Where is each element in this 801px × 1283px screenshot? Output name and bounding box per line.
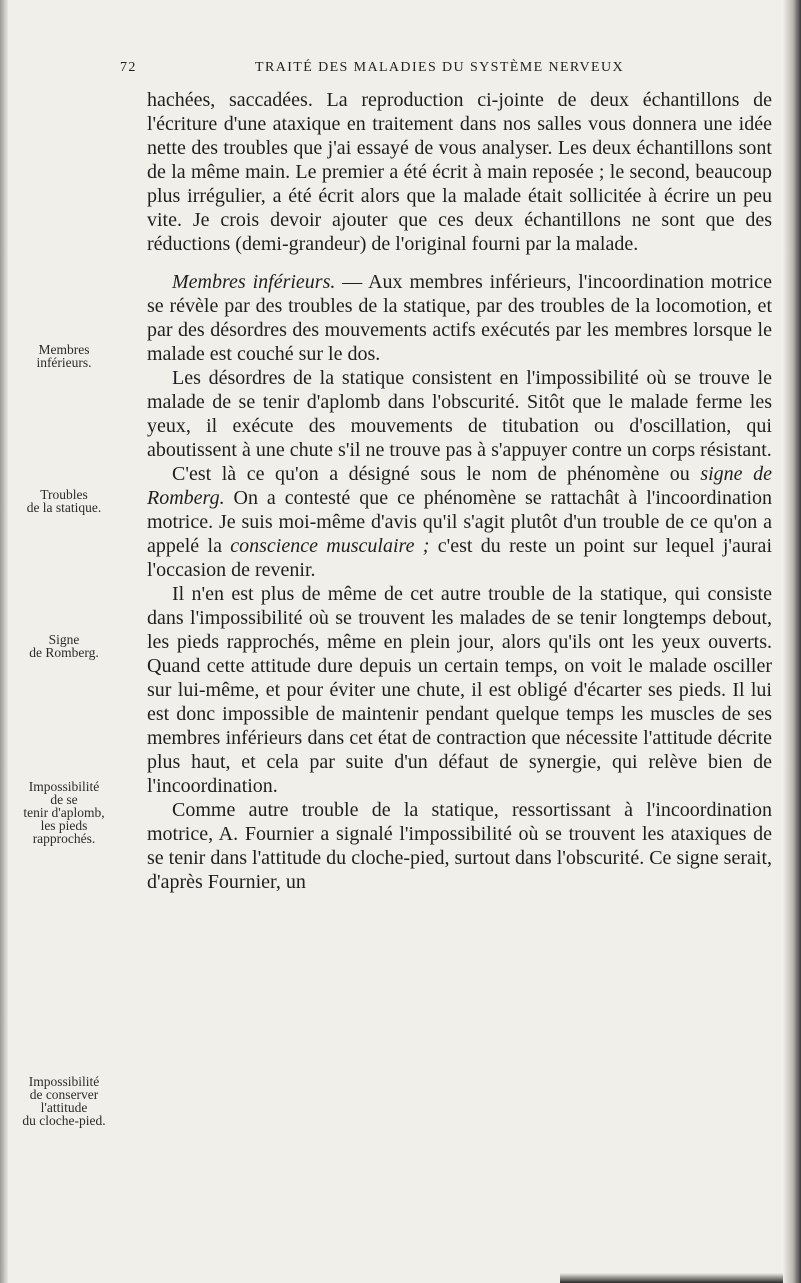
page-header xyxy=(120,60,760,82)
body-text xyxy=(147,88,772,894)
margin-note-romberg: Signe de Romberg. xyxy=(29,632,99,660)
margin-note-troubles: Troubles de la statique. xyxy=(26,487,102,515)
margin-note-cloche-pied: Impossibilité de conserver l'attitude du cloche-pied. xyxy=(22,1074,106,1128)
paragraph-aplomb: Il n'en est plus de même de cet autre trouble de la statique, qui consiste dans l'impossibilité où se trouvent les malades de se tenir longtemps debout, les pieds rapprochés, même en plein jour, alors qu'ils ont les yeux ouverts. Quand cette attitude dure depuis un certain temps, on voit le malade osciller sur lui-même, et pour éviter une chute, il est obligé d'écarter ses pieds. Il lui est donc impossible de maintenir pendant quelque temps les muscles de ses membres inférieurs dans cet état de contraction que nécessite l'attitude décrite plus haut, et cela par suite d'un défaut de synergie, qui relève bien de l'incoordination. xyxy=(147,583,772,797)
paragraph-membres: Membres inférieurs. — Aux membres inférieurs, l'incoordination motrice se révèle par des troubles de la statique, par des troubles de la locomotion, et par des désordres des mouvements actifs exécutés par les membres lorsque le malade est couché sur le dos. xyxy=(147,271,772,365)
section-heading-membres: Membres inférieurs. xyxy=(172,271,336,293)
paragraph-romberg: C'est là ce qu'on a désigné sous le nom de phénomène ou signe de Romberg. On a contesté que ce phénomène se rattachât à l'incoordination motrice. Je suis moi-même d'avis qu'il s'agit plutôt d'un trouble de ce qu'on a appelé la conscience musculaire ; c'est du reste un point sur lequel j'aurai l'occasion de revenir. xyxy=(147,463,773,581)
margin-note-aplomb: Impossibilité de se tenir d'aplomb, les pieds rapprochés. xyxy=(23,779,105,846)
paragraph-statique: Les désordres de la statique consistent en l'impossibilité où se trouve le malade de se tenir d'aplomb dans l'obscurité. Sitôt que le malade ferme les yeux, il exécute des mouvements de titubation ou d'oscillation, qui aboutissent à une chute s'il ne trouve pas à s'appuyer contre un corps résistant. xyxy=(147,367,772,461)
page-bottom-edge xyxy=(560,1273,783,1283)
paragraph-continuation: hachées, saccadées. La reproduction ci-jointe de deux échantillons de l'écriture d'une ataxique en traitement dans nos salles vous donnera une idée nette des troubles que j'ai essayé de vous analyser. Les deux échantillons sont de la même main. Le premier a été écrit à main reposée ; le second, beaucoup plus irrégulier, a été écrit alors que la malade était sollicitée à écrire un peu vite. Je crois devoir ajouter que ces deux échantillons ne sont que des réductions (demi-grandeur) de l'original fourni par la malade. xyxy=(147,89,772,255)
margin-note-membres: Membres inférieurs. xyxy=(36,342,92,370)
running-title: TRAITÉ DES MALADIES DU SYSTÈME NERVEUX xyxy=(255,60,625,75)
page-right-edge xyxy=(783,0,801,1283)
page-number: 72 xyxy=(120,60,137,75)
paragraph-cloche-pied: Comme autre trouble de la statique, ressortissant à l'incoordination motrice, A. Fournier a signalé l'impossibilité où se trouvent les ataxiques de se tenir dans l'attitude du cloche-pied, surtout dans l'obscurité. Ce signe serait, d'après Fournier, un xyxy=(147,799,772,893)
